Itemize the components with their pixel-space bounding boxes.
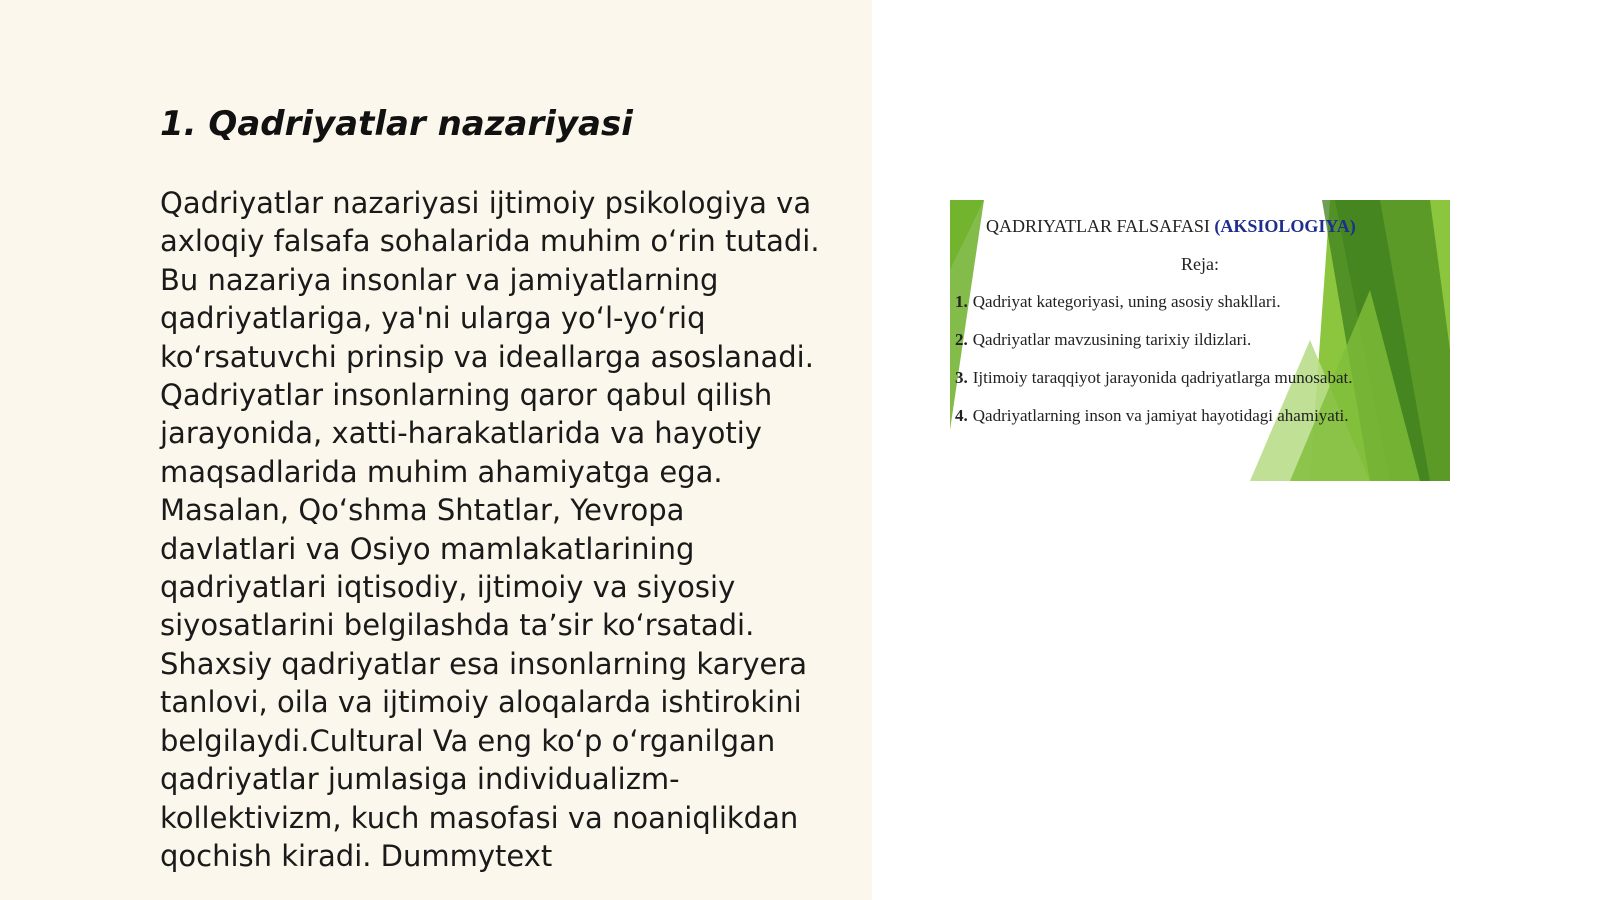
plan-item-text: Qadriyatlar mavzusining tarixiy ildizlari. bbox=[972, 330, 1252, 349]
plan-item-number: 1. bbox=[955, 292, 968, 311]
plan-item bbox=[955, 368, 1352, 388]
plan-title-main: QADRIYATLAR FALSAFASI bbox=[986, 216, 1210, 236]
plan-item-number: 2. bbox=[955, 330, 968, 349]
plan-subtitle: Reja: bbox=[1181, 254, 1219, 274]
plan-item-number: 3. bbox=[955, 368, 968, 387]
slide-heading: 1. Qadriyatlar nazariyasi bbox=[160, 104, 633, 144]
plan-item bbox=[955, 330, 1251, 350]
plan-item-number: 4. bbox=[955, 406, 968, 425]
plan-item bbox=[955, 406, 1349, 426]
plan-image bbox=[950, 200, 1450, 481]
slide-body-text: Qadriyatlar nazariyasi ijtimoiy psikologiya va axloqiy falsafa sohalarida muhim o‘rin tutadi. Bu nazariya insonlar va jamiyatlarning qadriyatlariga, ya'ni ularga yo‘l-yo‘riq ko‘rsatuvchi prinsip va ideallarga asoslanadi. Qadriyatlar insonlarning qaror qabul qilish jarayonida, xatti-harakatlarida va hayotiy maqsadlarida muhim ahamiyatga ega. Masalan, Qo‘shma Shtatlar, Yevropa davlatlari va Osiyo mamlakatlarining qadriyatlari iqtisodiy, ijtimoiy va siyosiy siyosatlarini belgilashda ta’sir ko‘rsatadi. Shaxsiy qadriyatlar esa insonlarning karyera tanlovi, oila va ijtimoiy aloqalarda ishtirokini belgilaydi.Cultural Va eng ko‘p o‘rganilgan qadriyatlar jumlasiga individualizm- kollektivizm, kuch masofasi va noaniqlikdan qochish kiradi. Dummytext bbox=[160, 186, 820, 873]
plan-title-accent: (AKSIOLOGIYA) bbox=[1214, 216, 1356, 236]
plan-item-text: Qadriyat kategoriyasi, uning asosiy shakllari. bbox=[972, 292, 1281, 311]
plan-item-text: Qadriyatlarning inson va jamiyat hayotidagi ahamiyati. bbox=[972, 406, 1349, 425]
plan-item bbox=[955, 292, 1281, 312]
plan-item-text: Ijtimoiy taraqqiyot jarayonida qadriyatlarga munosabat. bbox=[972, 368, 1353, 387]
plan-title bbox=[986, 216, 1356, 237]
